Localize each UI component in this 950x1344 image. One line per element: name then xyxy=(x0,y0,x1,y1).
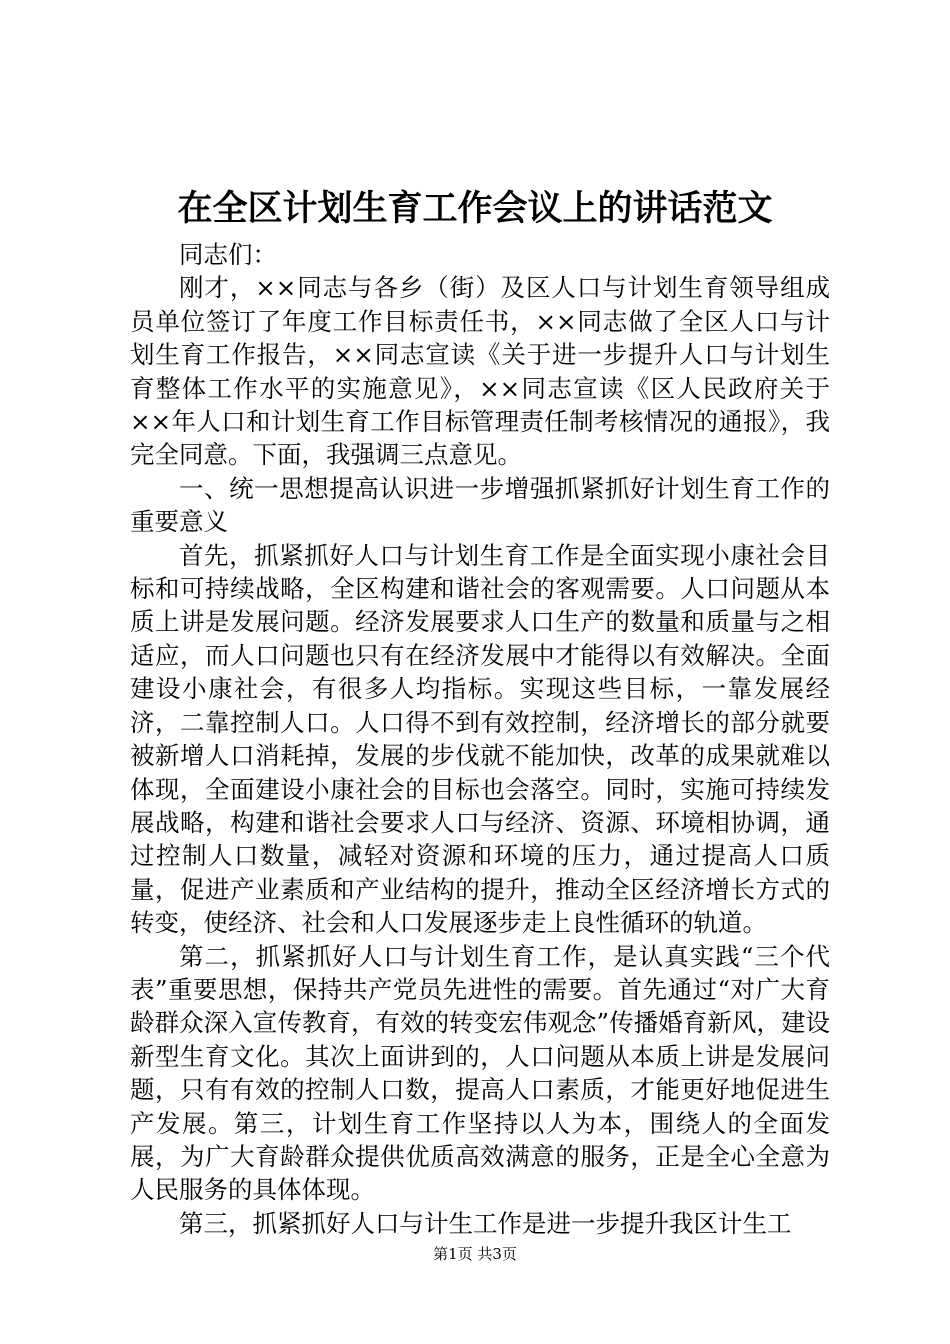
section-heading-1: 一、统一思想提高认识进一步增强抓紧抓好计划生育工作的重要意义 xyxy=(130,473,830,537)
body-paragraph-second: 第二，抓紧抓好人口与计划生育工作，是认真实践“三个代表”重要思想，保持共产党员先进性的需要。首先通过“对广大育龄群众深入宣传教育，有效的转变宏伟观念”传播婚育新风，建设新型生育文化。其次上面讲到的，人口问题从本质上讲是发展问题，只有有效的控制人口数，提高人口素质，才能更好地促进生产发展。第三，计划生育工作坚持以人为本，围绕人的全面发展，为广大育龄群众提供优质高效满意的服务，正是全心全意为人民服务的具体体现。 xyxy=(130,941,830,1205)
salutation-paragraph: 同志们： xyxy=(179,240,277,269)
body-paragraph-third: 第三，抓紧抓好人口与计生工作是进一步提升我区计生工 xyxy=(179,1208,792,1238)
body-paragraph-first: 首先，抓紧抓好人口与计划生育工作是全面实现小康社会目标和可持续战略，全区构建和谐社会的客观需要。人口问题从本质上讲是发展问题。经济发展要求人口生产的数量和质量与之相适应，而人口问题也只有在经济发展中才能得以有效解决。全面建设小康社会，有很多人均指标。实现这些目标，一靠发展经济，二靠控制人口。人口得不到有效控制，经济增长的部分就要被新增人口消耗掉，发展的步伐就不能加快，改革的成果就难以体现，全面建设小康社会的目标也会落空。同时，实施可持续发展战略，构建和谐社会要求人口与经济、资源、环境相协调，通过控制人口数量，减轻对资源和环境的压力，通过提高人口质量，促进产业素质和产业结构的提升，推动全区经济增长方式的转变，使经济、社会和人口发展逐步走上良性循环的轨道。 xyxy=(130,540,830,938)
page-footer: 第1页 共3页 xyxy=(433,1245,517,1263)
intro-paragraph: 刚才，××同志与各乡（街）及区人口与计划生育领导组成员单位签订了年度工作目标责任书，××同志做了全区人口与计划生育工作报告，××同志宣读《关于进一步提升人口与计划生育整体工作水平的实施意见》，××同志宣读《区人民政府关于××年人口和计划生育工作目标管理责任制考核情况的通报》，我完全同意。下面，我强调三点意见。 xyxy=(130,273,830,470)
document-title: 在全区计划生育工作会议上的讲话范文 xyxy=(177,188,773,229)
document-body xyxy=(130,238,830,1240)
